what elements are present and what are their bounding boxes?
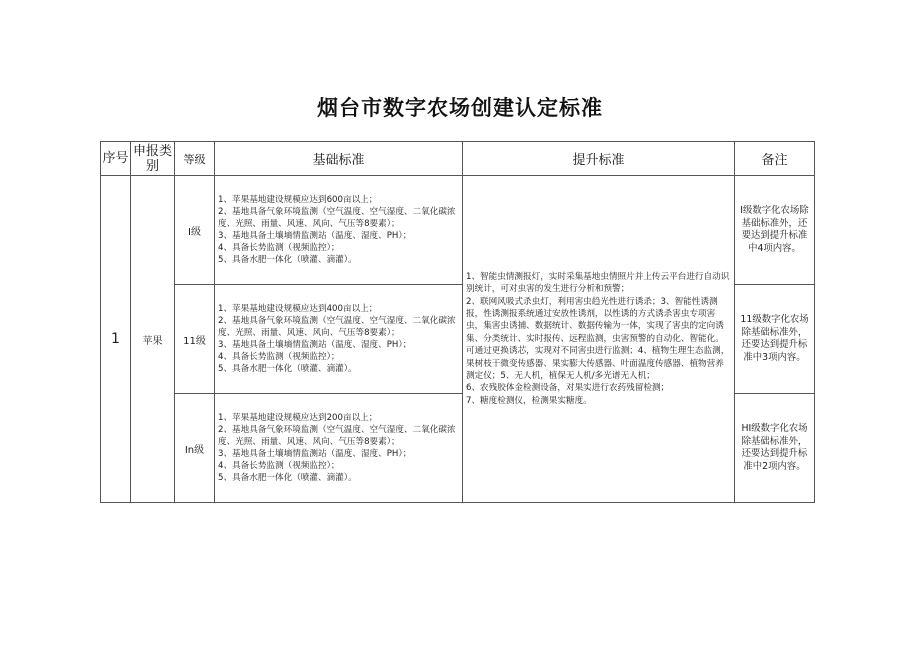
note-cell bbox=[735, 285, 815, 394]
level-label: I级 bbox=[175, 176, 215, 285]
upgrade-item: 6、农残胶体金检测设备，对果实进行农药残留检测； bbox=[466, 383, 670, 394]
basic-item: 4、具备长势监测（视频监控）； bbox=[218, 352, 340, 362]
basic-item: 1、苹果基地建设规模应达到400亩以上； bbox=[218, 304, 378, 314]
header-category: 申报类别 bbox=[131, 142, 175, 176]
header-index: 序号 bbox=[101, 142, 131, 176]
table-row bbox=[101, 176, 815, 285]
upgrade-item: 7、糖度检测仪，检测果实糖度。 bbox=[466, 395, 592, 406]
basic-item: 3、基地具备土壤墒情监测站（温度、湿度、PH）； bbox=[218, 449, 412, 459]
basic-item: 4、具备长势监测（视频监控）； bbox=[218, 461, 340, 471]
header-note: 备注 bbox=[735, 142, 815, 176]
note-cell bbox=[735, 394, 815, 503]
standards-table bbox=[100, 141, 815, 503]
table-header-row bbox=[101, 142, 815, 176]
basic-item: 2、基地具备气象环境监测（空气温度、空气湿度、二氧化碳浓度、光照、雨量、风速、风向、气压等8要素）； bbox=[218, 425, 456, 447]
basic-item: 1、苹果基地建设规模应达到200亩以上； bbox=[218, 413, 378, 423]
basic-item: 4、具备长势监测（视频监控）； bbox=[218, 243, 340, 253]
basic-item: 3、基地具备土壤墒情监测站（温度、湿度、PH）； bbox=[218, 340, 412, 350]
basic-item: 1、苹果基地建设规模应达到600亩以上； bbox=[218, 195, 378, 205]
level-label: In级 bbox=[175, 394, 215, 503]
basic-standard-cell bbox=[215, 285, 463, 394]
upgrade-standard-cell bbox=[463, 176, 735, 503]
basic-item: 2、基地具备气象环境监测（空气温度、空气湿度、二氧化碳浓度、光照、雨量、风速、风向、气压等8要素）； bbox=[218, 316, 456, 338]
note-text: I级数字化农场除基础标准外，还要达到提升标准中4项内容。 bbox=[740, 205, 809, 254]
level-label: 11级 bbox=[175, 285, 215, 394]
upgrade-item: 1、智能虫情测报灯，实时采集基地虫情照片并上传云平台进行自动识别统计，可对虫害的发生进行分析和预警； bbox=[466, 271, 730, 295]
header-basic: 基础标准 bbox=[215, 142, 463, 176]
header-upgrade: 提升标准 bbox=[463, 142, 735, 176]
basic-item: 3、基地具备土壤墒情监测站（温度、湿度、PH）； bbox=[218, 231, 412, 241]
page-title: 烟台市数字农场创建认定标准 bbox=[317, 96, 603, 120]
basic-item: 5、具备水肥一体化（喷灌、滴灌）。 bbox=[218, 255, 357, 265]
upgrade-item: 2、联网风吸式杀虫灯，利用害虫趋光性进行诱杀；3、智能性诱测报，性诱测报系统通过安放性诱剂，以性诱的方式诱杀害虫专项害虫，集害虫诱捕、数据统计、数据传输为一体，实现了害虫的定向诱集、分类统计、实时报传、远程监测，虫害预警的自动化、智能化。可通过更换诱芯，实现对不同害虫进行监测；4、植物生理生态监测，果树枝干微变传感器、果实膨大传感器、叶面温度传感器、植物营养测定仪；5、无人机，植保无人机/多光谱无人机； bbox=[466, 296, 730, 382]
note-cell bbox=[735, 176, 815, 285]
basic-item: 5、具备水肥一体化（喷灌、滴灌）。 bbox=[218, 473, 357, 483]
basic-standard-cell bbox=[215, 176, 463, 285]
row-category: 苹果 bbox=[131, 176, 175, 503]
row-index: 1 bbox=[101, 176, 131, 503]
basic-item: 2、基地具备气象环境监测（空气温度、空气湿度、二氧化碳浓度、光照、雨量、风速、风向、气压等8要素）； bbox=[218, 207, 456, 229]
basic-standard-cell bbox=[215, 394, 463, 503]
note-text: 11级数字化农场除基础标准外，还要达到提升标准中3项内容。 bbox=[740, 314, 809, 363]
header-level: 等级 bbox=[175, 142, 215, 176]
basic-item: 5、具备水肥一体化（喷灌、滴灌）。 bbox=[218, 364, 357, 374]
note-text: HI级数字化农场除基础标准外，还要达到提升标准中2项内容。 bbox=[741, 423, 808, 472]
